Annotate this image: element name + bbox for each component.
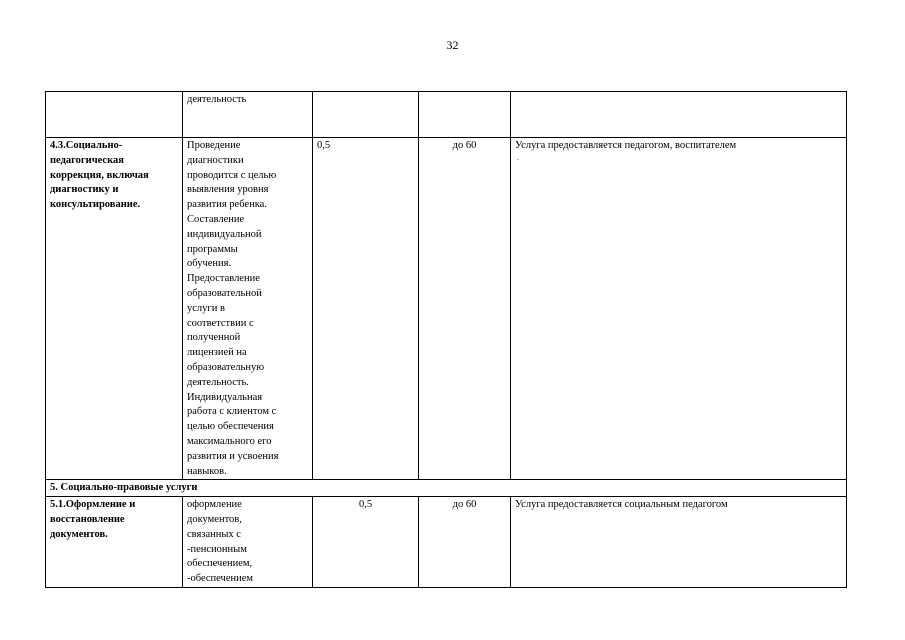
service-name-line: восстановление <box>50 513 125 525</box>
description-cell <box>183 138 313 480</box>
service-name-line: 4.3.Социально- <box>50 140 123 151</box>
table-row-continued <box>46 92 847 138</box>
norm-cell: 0,5 <box>313 138 419 480</box>
description-line: работа с клиентом с <box>187 406 277 418</box>
norm-cell <box>313 92 419 138</box>
service-name-line: коррекция, включая <box>50 169 149 181</box>
description-line: диагностики <box>187 154 244 166</box>
description-line: Индивидуальная <box>187 391 263 403</box>
description-line: максимального его <box>187 435 272 447</box>
description-line: выявления уровня <box>187 184 269 196</box>
section-title: 5. Социально-правовые услуги <box>46 480 847 497</box>
description-line: проводится с целью <box>187 169 277 181</box>
description-line: соответствии с <box>187 317 254 329</box>
description-line: образовательной <box>187 287 262 299</box>
description-line: навыков. <box>187 465 227 477</box>
note-cell: Услуга предоставляется социальным педагогом <box>511 497 847 588</box>
service-name-cell <box>46 497 183 588</box>
description-line: обеспечением, <box>187 558 253 570</box>
services-table <box>45 91 847 588</box>
description-line: лицензией на <box>187 347 247 359</box>
description-line: связанных с <box>187 528 241 540</box>
note-mark: . <box>517 153 519 162</box>
description-line: индивидуальной <box>187 228 262 240</box>
description-line: деятельность. <box>187 376 249 388</box>
description-line: деятельность <box>187 94 247 105</box>
duration-cell <box>419 92 511 138</box>
description-line: образовательную <box>187 361 265 373</box>
service-name-line: диагностику и <box>50 184 119 196</box>
description-cell <box>183 92 313 138</box>
description-line: развития ребенка. <box>187 199 267 211</box>
description-line: документов, <box>187 513 242 525</box>
description-cell <box>183 497 313 588</box>
description-line: Проведение <box>187 140 241 151</box>
description-line: Предоставление <box>187 273 260 285</box>
service-name-cell <box>46 92 183 138</box>
description-line: -обеспечением <box>187 573 254 585</box>
description-line: полученной <box>187 332 241 344</box>
description-line: программы <box>187 243 238 255</box>
service-name-cell <box>46 138 183 480</box>
service-name-line: педагогическая <box>50 154 124 166</box>
page-number: 32 <box>446 38 459 52</box>
service-name-line: консультирование. <box>50 199 141 211</box>
note-cell <box>511 92 847 138</box>
description-line: целью обеспечения <box>187 421 274 433</box>
duration-cell: до 60 <box>419 497 511 588</box>
note-text: Услуга предоставляется педагогом, воспитателем <box>515 140 737 151</box>
note-cell <box>511 138 847 480</box>
description-line: -пенсионным <box>187 543 247 555</box>
service-name-line: 5.1.Оформление и <box>50 499 136 511</box>
description-line: услуги в <box>187 302 225 314</box>
norm-cell: 0,5 <box>313 497 419 588</box>
table-row-4-3 <box>46 138 847 480</box>
section-header-row <box>46 480 847 497</box>
description-line: развития и усвоения <box>187 450 279 462</box>
description-line: Составление <box>187 213 245 225</box>
description-line: оформление <box>187 499 242 511</box>
duration-cell: до 60 <box>419 138 511 480</box>
description-line: обучения. <box>187 258 232 270</box>
table-row-5-1 <box>46 497 847 588</box>
service-name-line: документов. <box>50 528 108 540</box>
